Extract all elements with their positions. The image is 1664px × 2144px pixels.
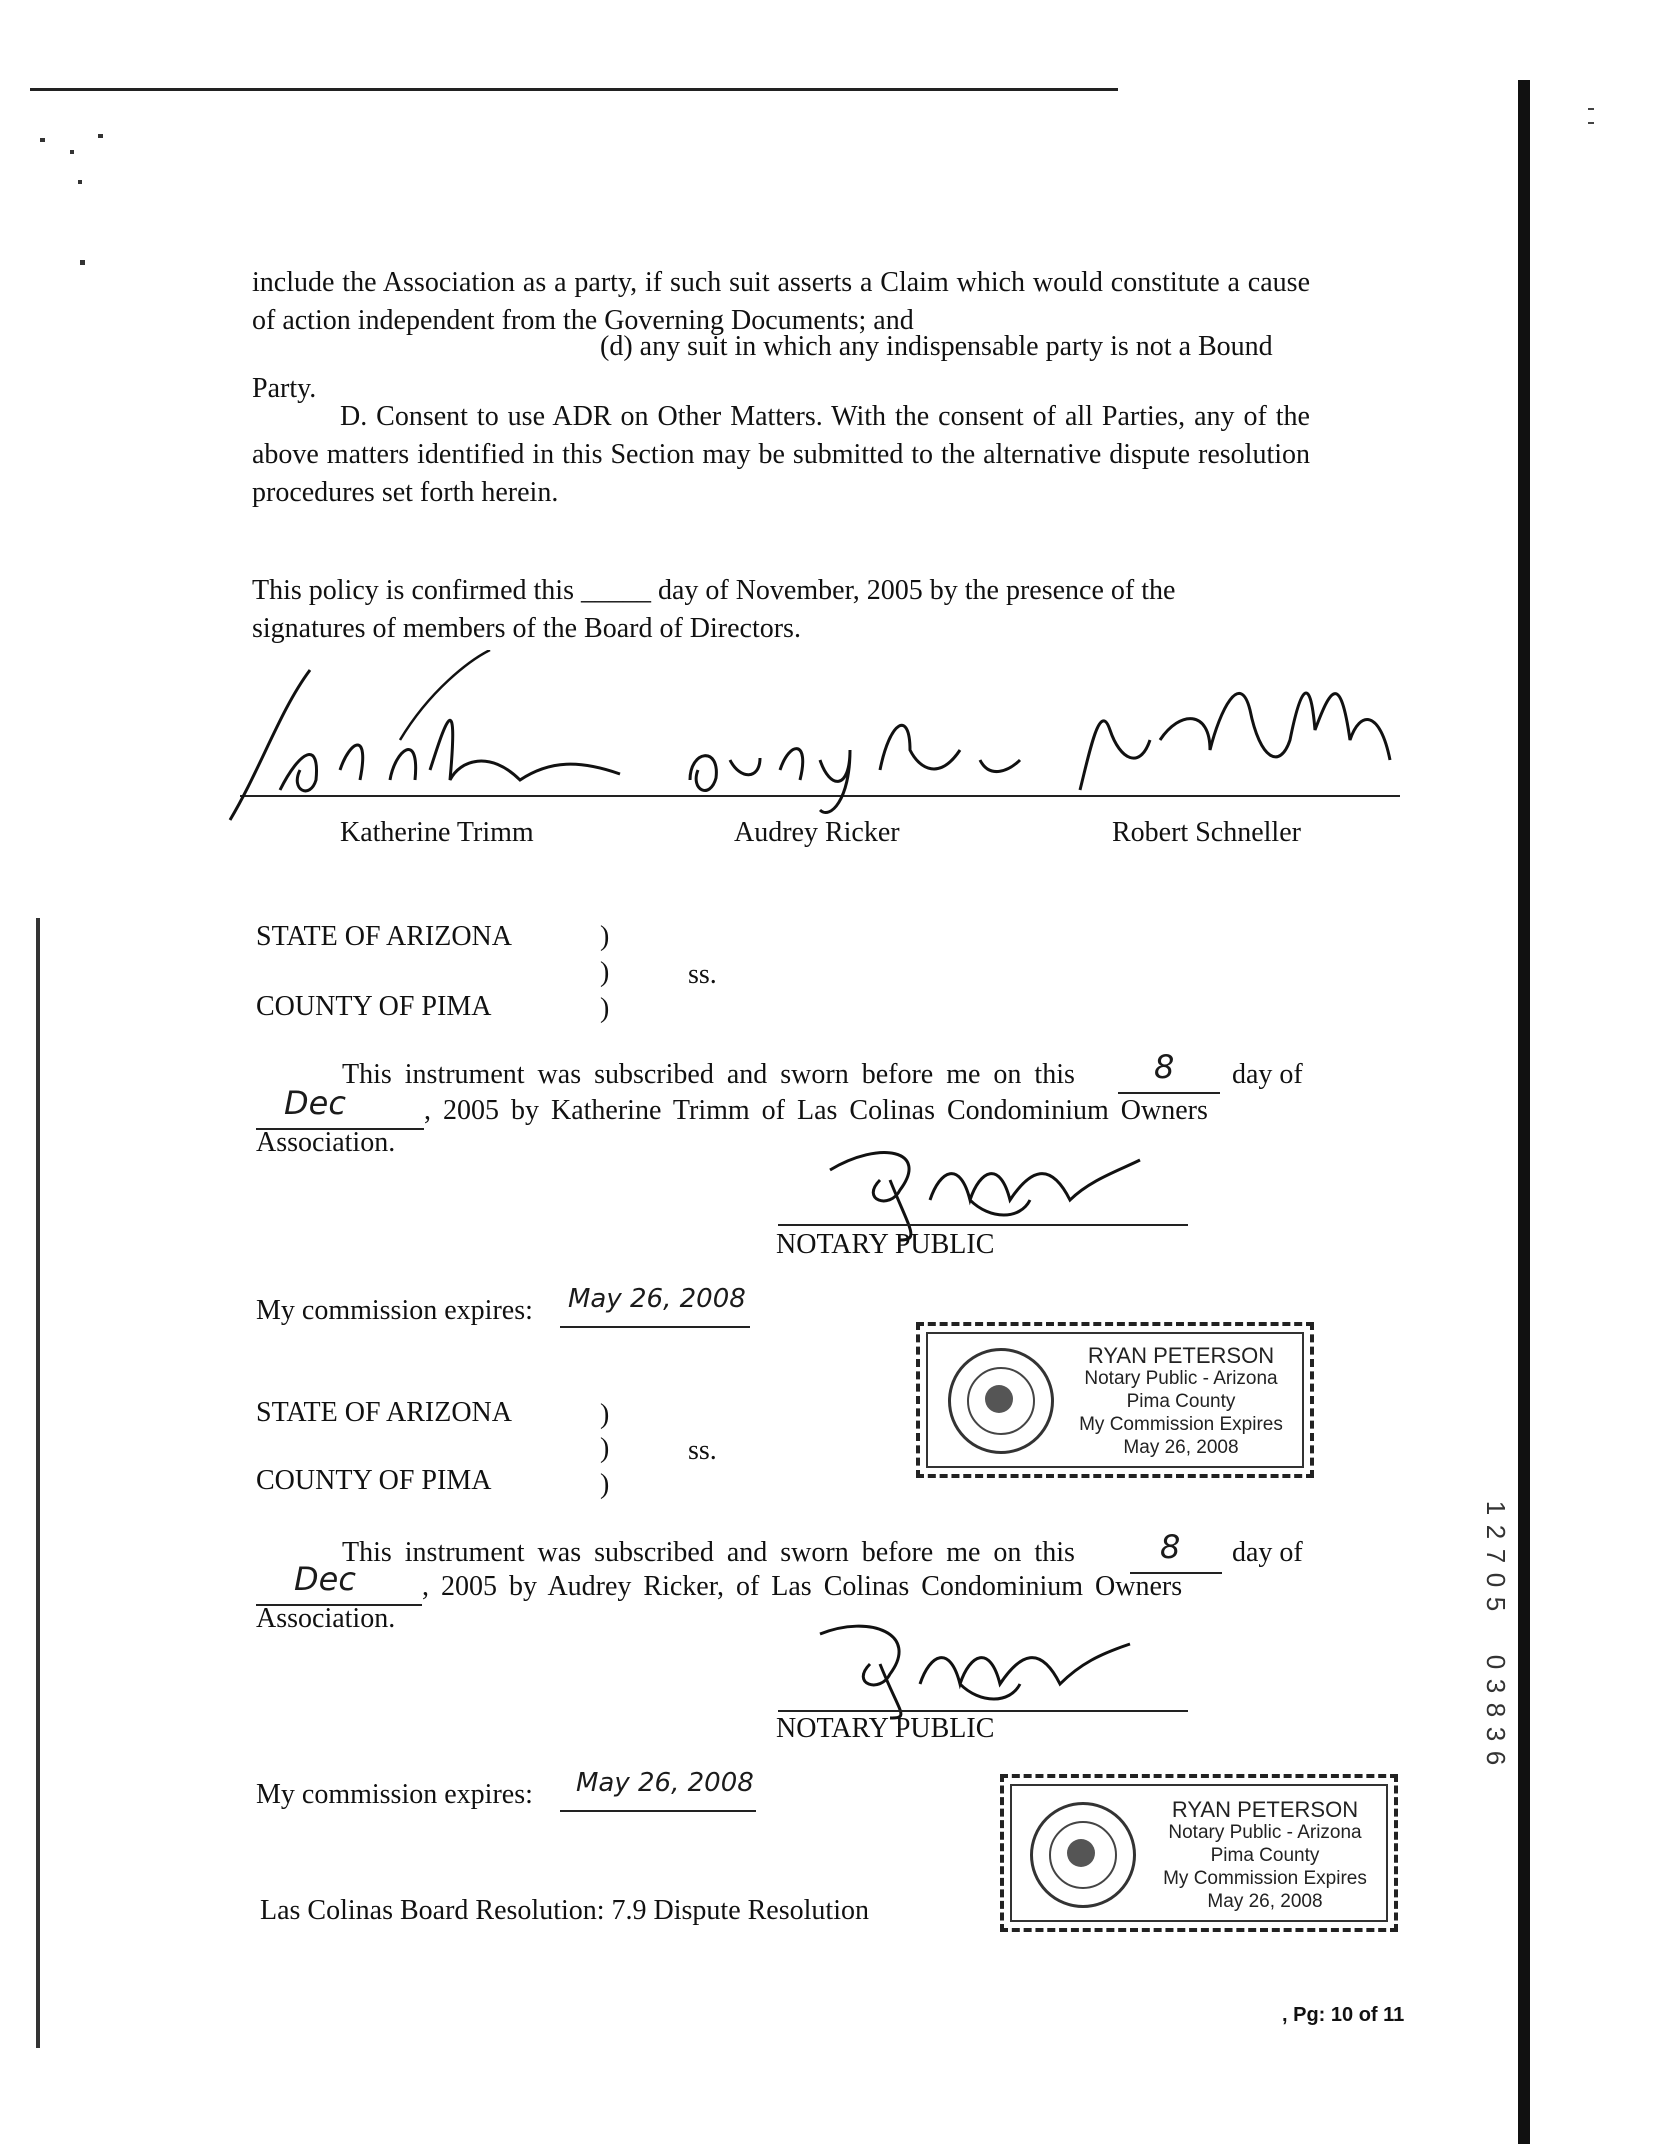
sworn-line1-1: This instrument was subscribed and sworn before me on this [342, 1059, 1075, 1090]
stamp-line5-1: May 26, 2008 [1123, 1437, 1239, 1458]
venue-paren-1c: ) [600, 993, 610, 1024]
edge-tick-marks [1588, 108, 1594, 128]
venue-county-2: COUNTY OF PIMA [256, 1465, 492, 1496]
stamp-line3-2: Pima County [1210, 1845, 1320, 1866]
section-d-consent: D. Consent to use ADR on Other Matters. With the consent of all Parties, any of the above matters identified in this Section may be submitted to the alternative dispute resolution procedures set forth herein. [252, 401, 1310, 508]
sworn-line3-2: Association. [256, 1603, 396, 1634]
signatory-name-2: Audrey Ricker [734, 817, 900, 848]
month-value-1: Dec [284, 1084, 346, 1122]
resolution-label: Las Colinas Board Resolution: 7.9 Dispute Resolution [260, 1895, 869, 1926]
venue-state-1: STATE OF ARIZONA [256, 921, 512, 952]
recording-number-glyph: 2 [1481, 1524, 1511, 1540]
sworn-line2-1: , 2005 by Katherine Trimm of Las Colinas Condominium Owners [424, 1095, 1208, 1126]
signatory-name-3: Robert Schneller [1112, 817, 1301, 848]
speck-marks [40, 110, 160, 270]
recording-number-glyph: 3 [1481, 1678, 1511, 1694]
venue-paren-2b: ) [600, 1433, 610, 1464]
sworn-line1-2: This instrument was subscribed and sworn before me on this [342, 1537, 1075, 1568]
left-edge-line [36, 918, 40, 2048]
stamp-line2-2: Notary Public - Arizona [1168, 1822, 1362, 1843]
day-of-label-2: day of [1232, 1537, 1303, 1568]
clause-d-line2: Party. [252, 373, 317, 404]
day-blank-1 [1118, 1048, 1220, 1094]
board-signatures [220, 650, 1420, 830]
recording-number-glyph: 7 [1481, 1548, 1511, 1564]
notary-seal-1 [948, 1348, 1054, 1454]
venue-paren-1b: ) [600, 957, 610, 988]
stamp-line3-1: Pima County [1126, 1391, 1236, 1412]
top-rule [30, 88, 1118, 91]
stamp-name-1: RYAN PETERSON [1087, 1343, 1275, 1368]
notary-seal-2 [1030, 1802, 1136, 1908]
day-value-1: 8 [1154, 1048, 1175, 1086]
notary-signature-2 [800, 1614, 1140, 1724]
commission-blank-1 [560, 1286, 750, 1328]
venue-ss-2: ss. [688, 1435, 717, 1466]
commission-value-2: May 26, 2008 [576, 1768, 754, 1798]
notary-label-1: NOTARY PUBLIC [776, 1229, 995, 1260]
stamp-line5-2: May 26, 2008 [1207, 1891, 1323, 1912]
clause-d-line1: (d) any suit in which any indispensable party is not a Bound [600, 331, 1273, 362]
recording-number-glyph [1478, 1618, 1512, 1648]
day-of-label-1: day of [1232, 1059, 1303, 1090]
signatory-name-1: Katherine Trimm [340, 817, 534, 848]
recording-number-glyph: 1 [1481, 1500, 1511, 1516]
confirmation-line2: signatures of members of the Board of Directors. [252, 613, 801, 644]
recording-number-glyph: 3 [1481, 1726, 1511, 1742]
commission-blank-2 [560, 1770, 756, 1812]
stamp-text-2 [1140, 1798, 1390, 1913]
venue-state-2: STATE OF ARIZONA [256, 1397, 512, 1428]
right-edge-bar [1518, 80, 1530, 2144]
sworn-line2-2: , 2005 by Audrey Ricker, of Las Colinas Condominium Owners [422, 1571, 1183, 1602]
commission-label-2: My commission expires: [256, 1779, 533, 1810]
recording-number-glyph: 0 [1481, 1572, 1511, 1588]
commission-value-1: May 26, 2008 [568, 1284, 746, 1314]
venue-ss-1: ss. [688, 959, 717, 990]
recording-number-glyph: 8 [1481, 1702, 1511, 1718]
confirmation-line1: This policy is confirmed this _____ day of November, 2005 by the presence of the [252, 575, 1176, 606]
stamp-line4-2: My Commission Expires [1163, 1868, 1367, 1889]
month-value-2: Dec [294, 1560, 356, 1598]
recording-number [1480, 1496, 1510, 1770]
page-number: , Pg: 10 of 11 [1282, 2004, 1405, 2026]
recording-number-glyph: 0 [1481, 1654, 1511, 1670]
stamp-line4-1: My Commission Expires [1079, 1414, 1283, 1435]
stamp-text-1 [1056, 1344, 1306, 1459]
recording-number-glyph: 5 [1481, 1596, 1511, 1612]
commission-label-1: My commission expires: [256, 1295, 533, 1326]
recording-number-glyph: 6 [1481, 1750, 1511, 1766]
venue-paren-1a: ) [600, 921, 610, 952]
stamp-name-2: RYAN PETERSON [1171, 1797, 1359, 1822]
sworn-line3-1: Association. [256, 1127, 396, 1158]
venue-paren-2c: ) [600, 1469, 610, 1500]
notary-stamp-2 [1000, 1774, 1398, 1932]
venue-paren-2a: ) [600, 1399, 610, 1430]
notary-label-2: NOTARY PUBLIC [776, 1713, 995, 1744]
day-value-2: 8 [1160, 1528, 1181, 1566]
recording-number-glyphs [1480, 1496, 1510, 1770]
clause-continuation: include the Association as a party, if such suit asserts a Claim which would constitute a cause of action independent from the Governing Documents; and [252, 267, 1310, 336]
notary-stamp-1 [916, 1322, 1314, 1478]
stamp-line2-1: Notary Public - Arizona [1084, 1368, 1278, 1389]
venue-county-1: COUNTY OF PIMA [256, 991, 492, 1022]
